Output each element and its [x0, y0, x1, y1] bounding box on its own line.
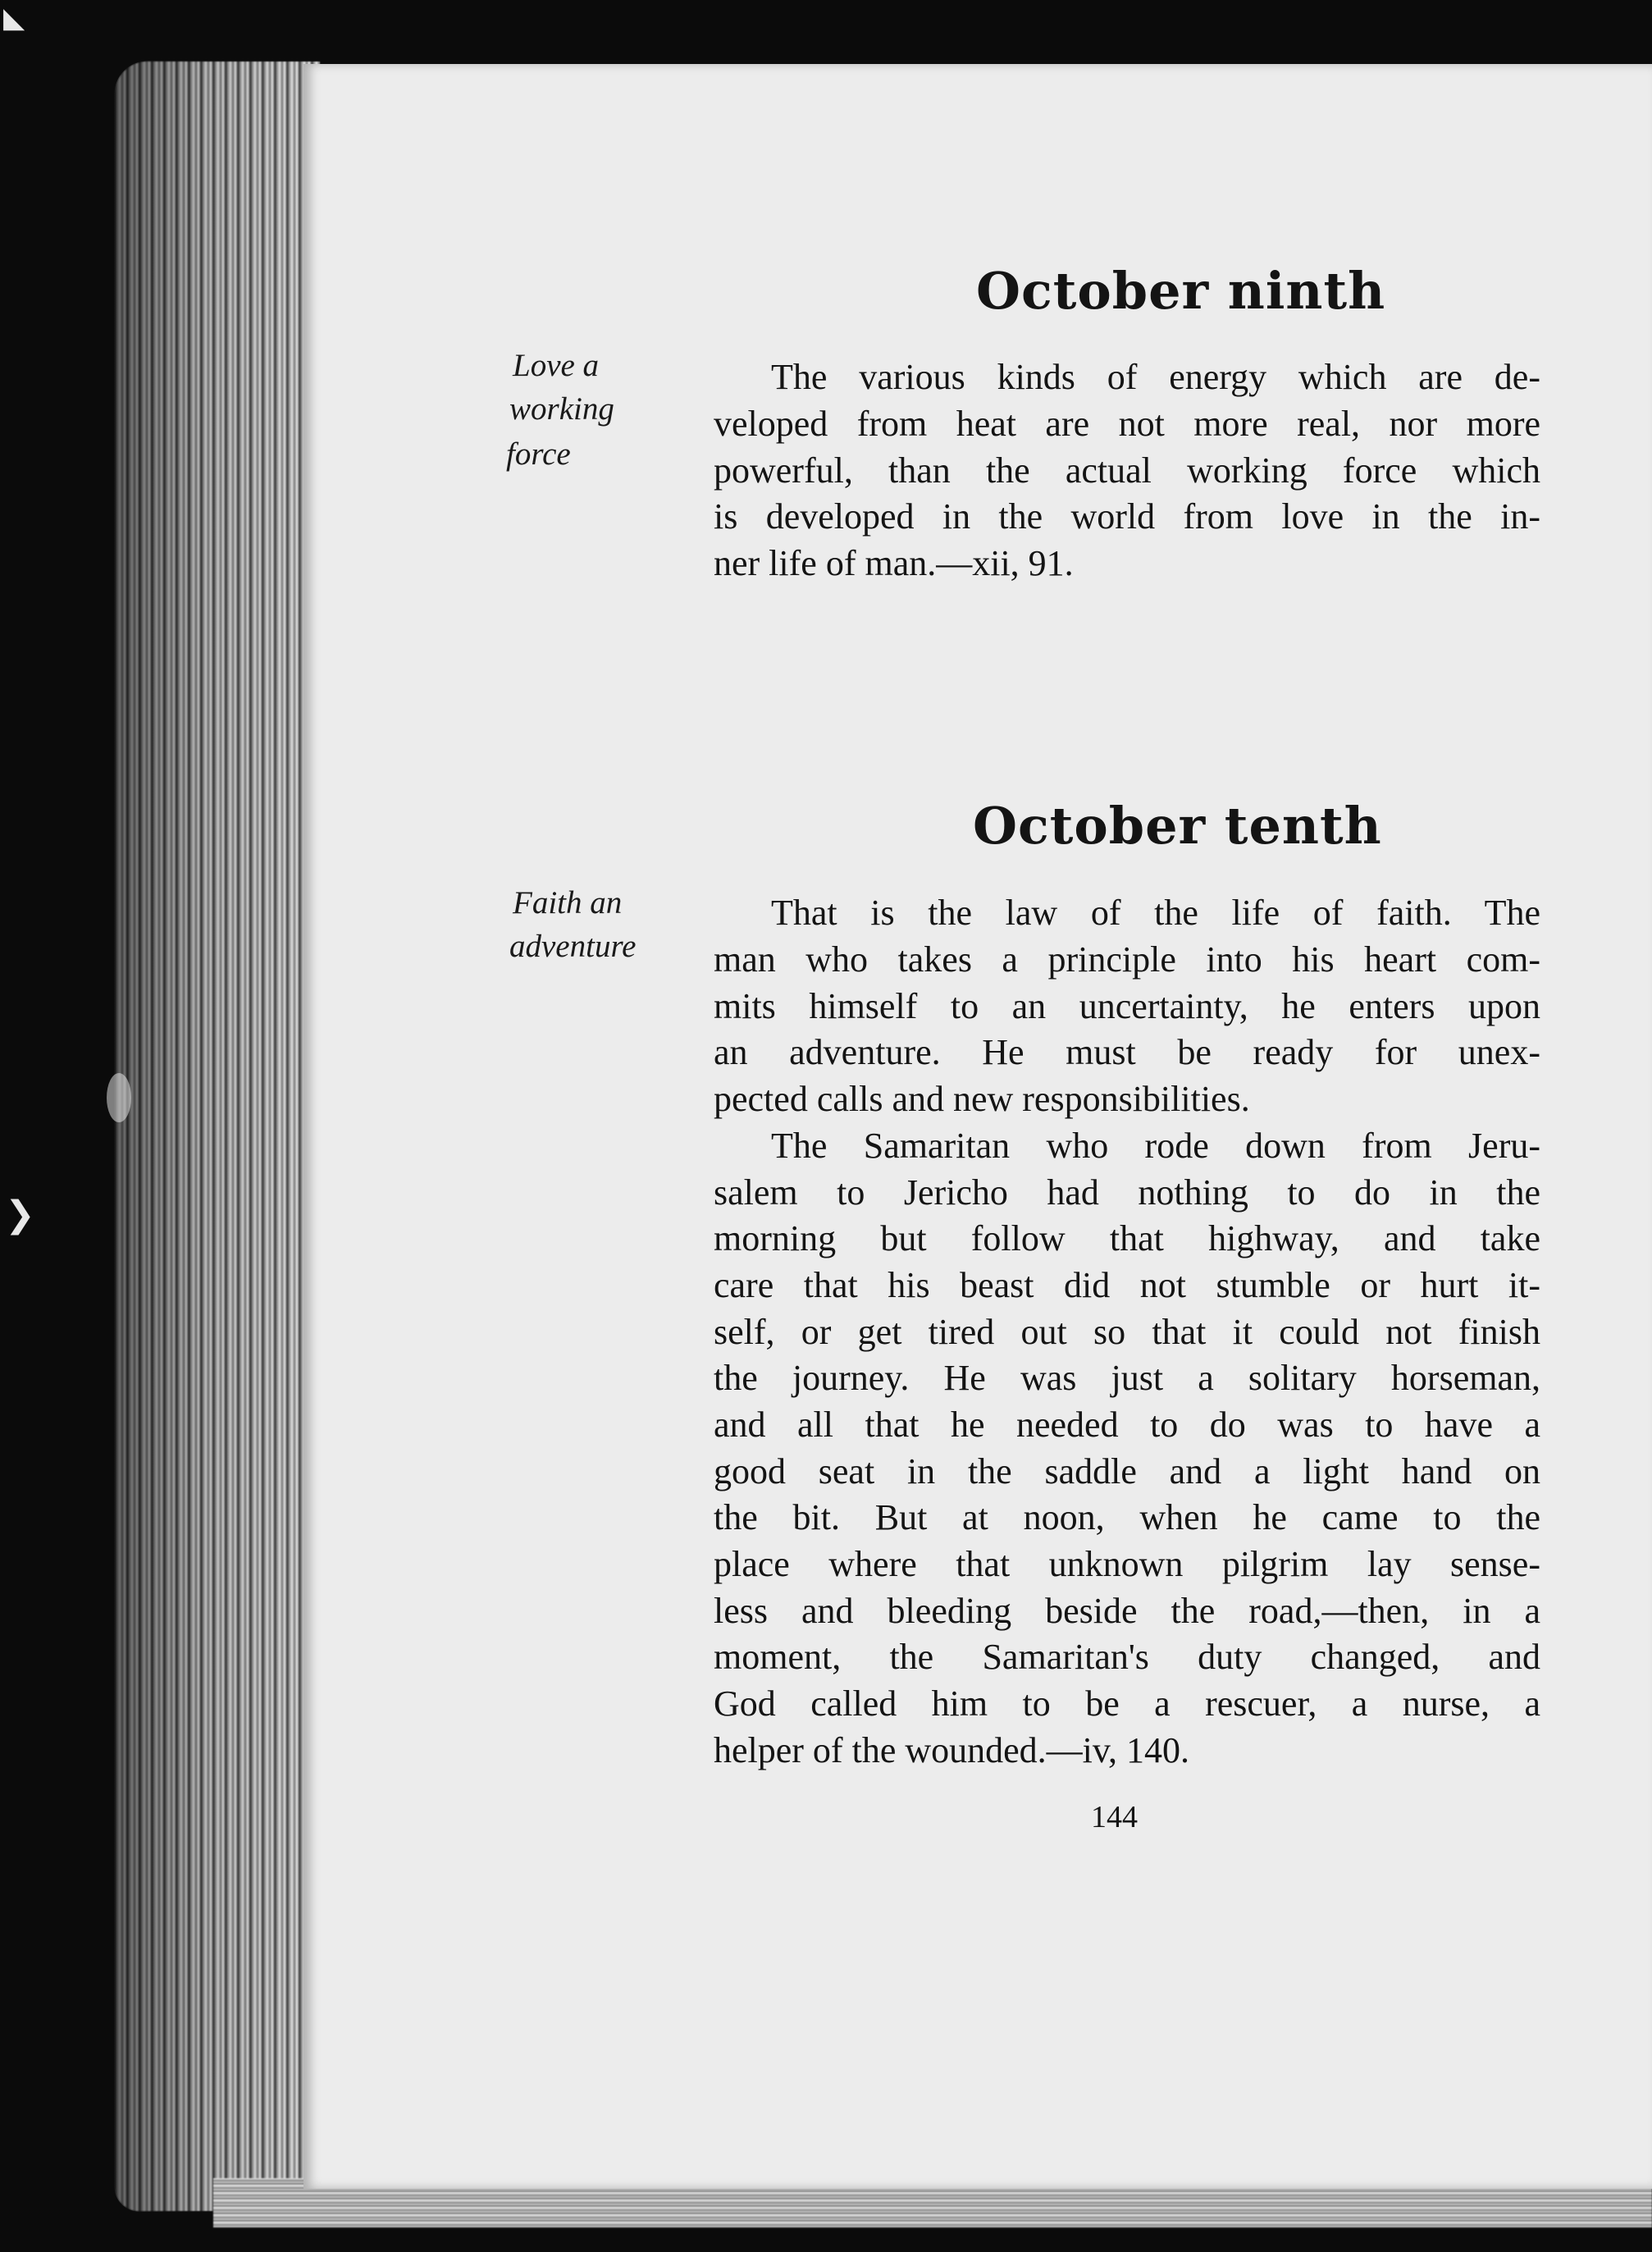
entry-text-line: helper of the wounded.—iv, 140. [714, 1730, 1190, 1770]
entry-text-line: powerful, than the actual working force which [714, 450, 1540, 491]
entry-text-line: an adventure. He must be ready for unex- [714, 1032, 1540, 1072]
light-flare [107, 1073, 131, 1122]
entry-text-line: less and bleeding beside the road,—then, in a [714, 1591, 1540, 1631]
entry-text-line: veloped from heat are not more real, nor more [714, 404, 1540, 444]
entry-text-line: The various kinds of energy which are de- [771, 357, 1540, 397]
entry-text-line: salem to Jericho had nothing to do in the [714, 1172, 1540, 1213]
entry-heading-october-ninth: October ninth [976, 261, 1386, 321]
entry-heading-october-tenth: October tenth [973, 796, 1382, 856]
entry-text-line: the journey. He was just a solitary horseman, [714, 1358, 1540, 1398]
sidenote-line: adventure [509, 929, 637, 964]
page-number: 144 [1091, 1800, 1138, 1834]
sidenote-line: Love a [513, 348, 600, 383]
entry-text-line: moment, the Samaritan's duty changed, and [714, 1637, 1540, 1677]
sidenote-line: working [509, 391, 614, 427]
entry-text-line: the bit. But at noon, when he came to the [714, 1497, 1540, 1537]
entry-text-line: ner life of man.—xii, 91. [714, 543, 1074, 583]
entry-text-line: morning but follow that highway, and take [714, 1218, 1540, 1258]
entry-text-line: man who takes a principle into his heart com- [714, 939, 1540, 980]
entry-text-line: place where that unknown pilgrim lay sense- [714, 1544, 1540, 1584]
entry-text-line: good seat in the saddle and a light hand on [714, 1451, 1540, 1491]
sidenote-line: Faith an [513, 885, 623, 920]
entry-text-line: and all that he needed to do was to have a [714, 1405, 1540, 1445]
entry-text-line: is developed in the world from love in the in- [714, 496, 1540, 537]
entry-text-line: self, or get tired out so that it could not finish [714, 1312, 1540, 1352]
sidenote-line: force [506, 436, 571, 472]
scan-mark-left: ❯ [5, 1194, 35, 1236]
entry-text-line: care that his beast did not stumble or hurt it- [714, 1265, 1540, 1305]
entry-text-line: mits himself to an uncertainty, he enters upon [714, 986, 1540, 1026]
entry-text-line: God called him to be a rescuer, a nurse, a [714, 1683, 1540, 1724]
scan-mark-top-left: ◣ [3, 2, 25, 34]
page-stack-shadow [115, 62, 320, 2211]
entry-text-line: That is the law of the life of faith. The [771, 893, 1540, 933]
entry-text-line: pected calls and new responsibilities. [714, 1079, 1250, 1119]
entry-text-line: The Samaritan who rode down from Jeru- [771, 1126, 1540, 1166]
